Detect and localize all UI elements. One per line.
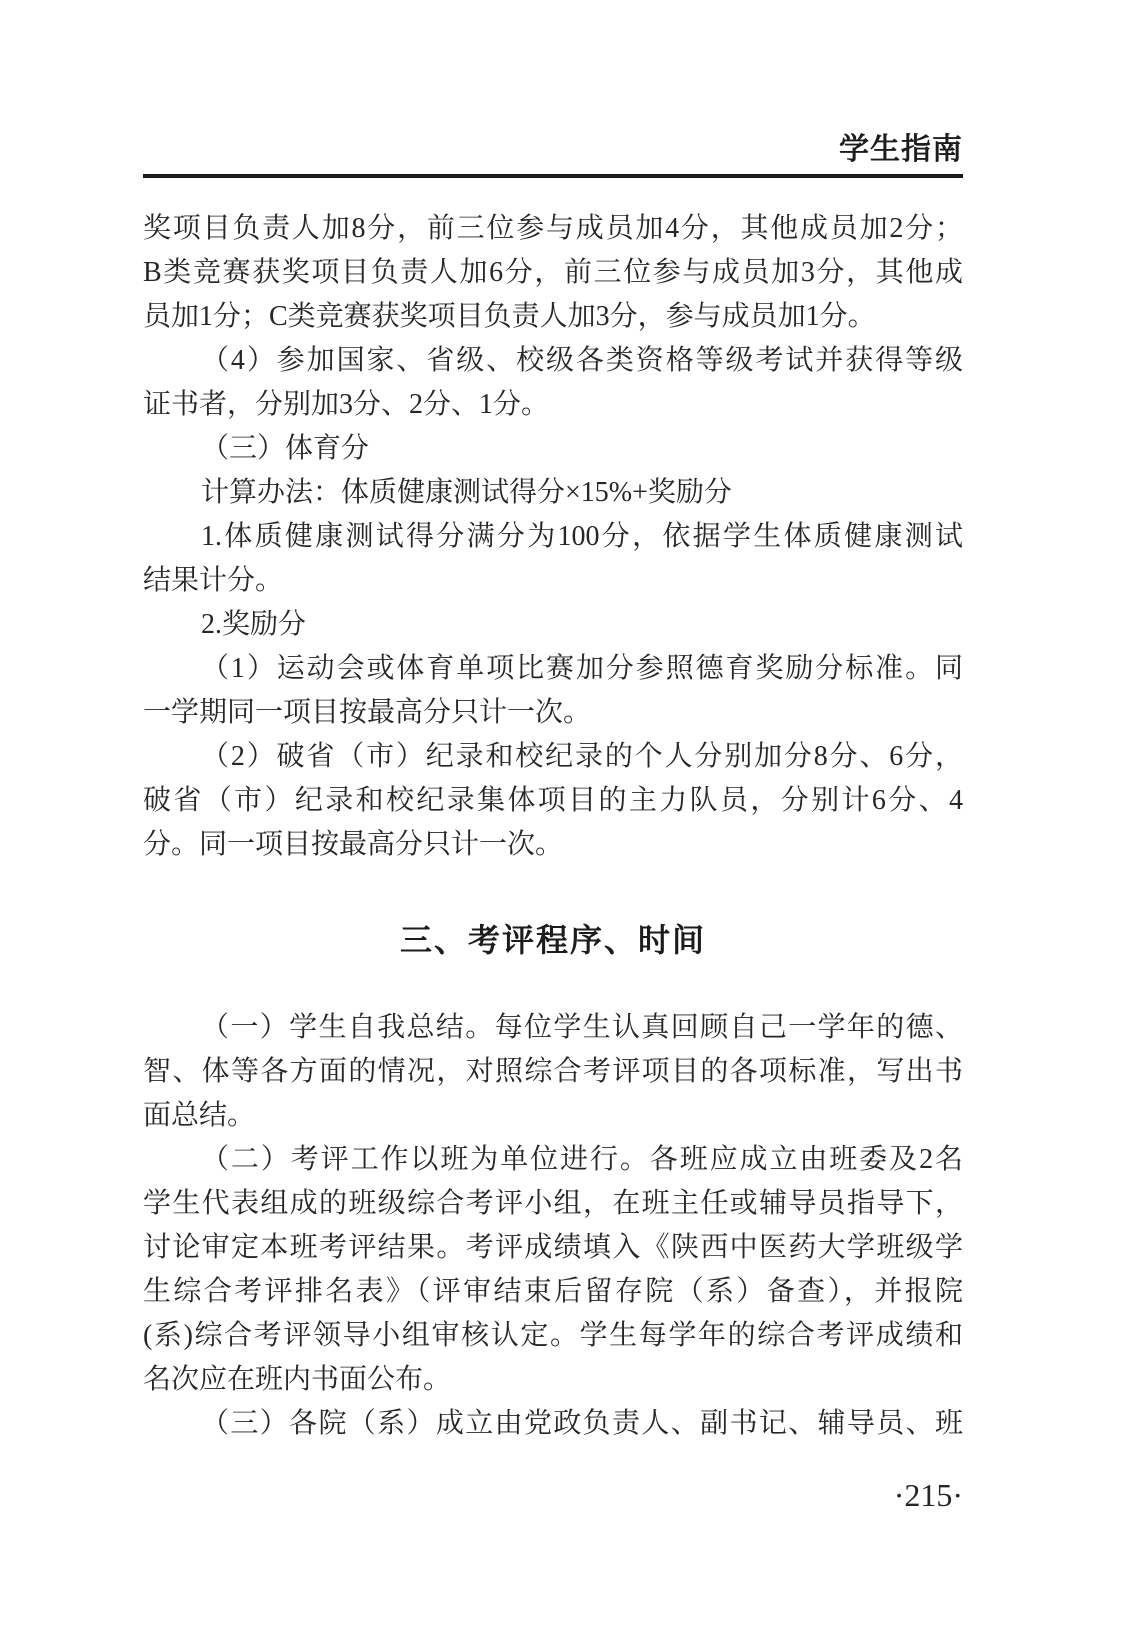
text-line: （三）各院（系）成立由党政负责人、副书记、辅导员、班	[201, 1408, 963, 1439]
text-line: 奖项目负责人加8分，前三位参与成员加4分，其他成员加2分；	[143, 213, 963, 244]
text-line: 计算办法：体质健康测试得分×15%+奖励分	[201, 477, 732, 508]
book-page	[143, 0, 963, 1517]
text-line: 学生代表组成的班级综合考评小组，在班主任或辅导员指导下，	[143, 1188, 963, 1219]
text-line: 一学期同一项目按最高分只计一次。	[143, 697, 592, 728]
text-line: 破省（市）纪录和校纪录集体项目的主力队员，分别计6分、4	[143, 785, 963, 816]
document-body	[143, 207, 963, 1446]
text-line: 面总结。	[143, 1100, 256, 1131]
text-line: 结果计分。	[143, 565, 284, 596]
text-line: B类竞赛获奖项目负责人加6分，前三位参与成员加3分，其他成	[143, 257, 963, 288]
text-line: 证书者，分别加3分、2分、1分。	[143, 389, 550, 420]
text-line: （三）体育分	[201, 433, 370, 464]
section-heading: 三、考评程序、时间	[399, 922, 706, 958]
text-line: 讨论审定本班考评结果。考评成绩填入《陕西中医药大学班级学	[143, 1232, 963, 1263]
text-line: 分。同一项目按最高分只计一次。	[143, 829, 564, 860]
text-line: 1.体质健康测试得分满分为100分，依据学生体质健康测试	[201, 521, 963, 552]
text-line: （1）运动会或体育单项比赛加分参照德育奖励分标准。同	[201, 653, 963, 684]
text-line: (系)综合考评领导小组审核认定。学生每学年的综合考评成绩和	[143, 1320, 963, 1351]
text-line: （2）破省（市）纪录和校纪录的个人分别加分8分、6分，	[201, 741, 963, 772]
page-number: ·215·	[893, 1477, 963, 1513]
text-line: 2.奖励分	[201, 609, 307, 640]
text-line: 生综合考评排名表》（评审结束后留存院（系）备查），并报院	[143, 1276, 963, 1307]
header-rule	[143, 174, 963, 178]
page-header	[143, 132, 963, 178]
text-line: （4）参加国家、省级、校级各类资格等级考试并获得等级	[201, 345, 963, 376]
text-line: （二）考评工作以班为单位进行。各班应成立由班委及2名	[201, 1144, 963, 1175]
header-title: 学生指南	[839, 133, 963, 166]
text-line: 员加1分；C类竞赛获奖项目负责人加3分，参与成员加1分。	[143, 301, 876, 332]
text-line: 智、体等各方面的情况，对照综合考评项目的各项标准，写出书	[143, 1056, 963, 1087]
text-line: （一）学生自我总结。每位学生认真回顾自己一学年的德、	[201, 1012, 963, 1043]
text-line: 名次应在班内书面公布。	[143, 1364, 452, 1395]
